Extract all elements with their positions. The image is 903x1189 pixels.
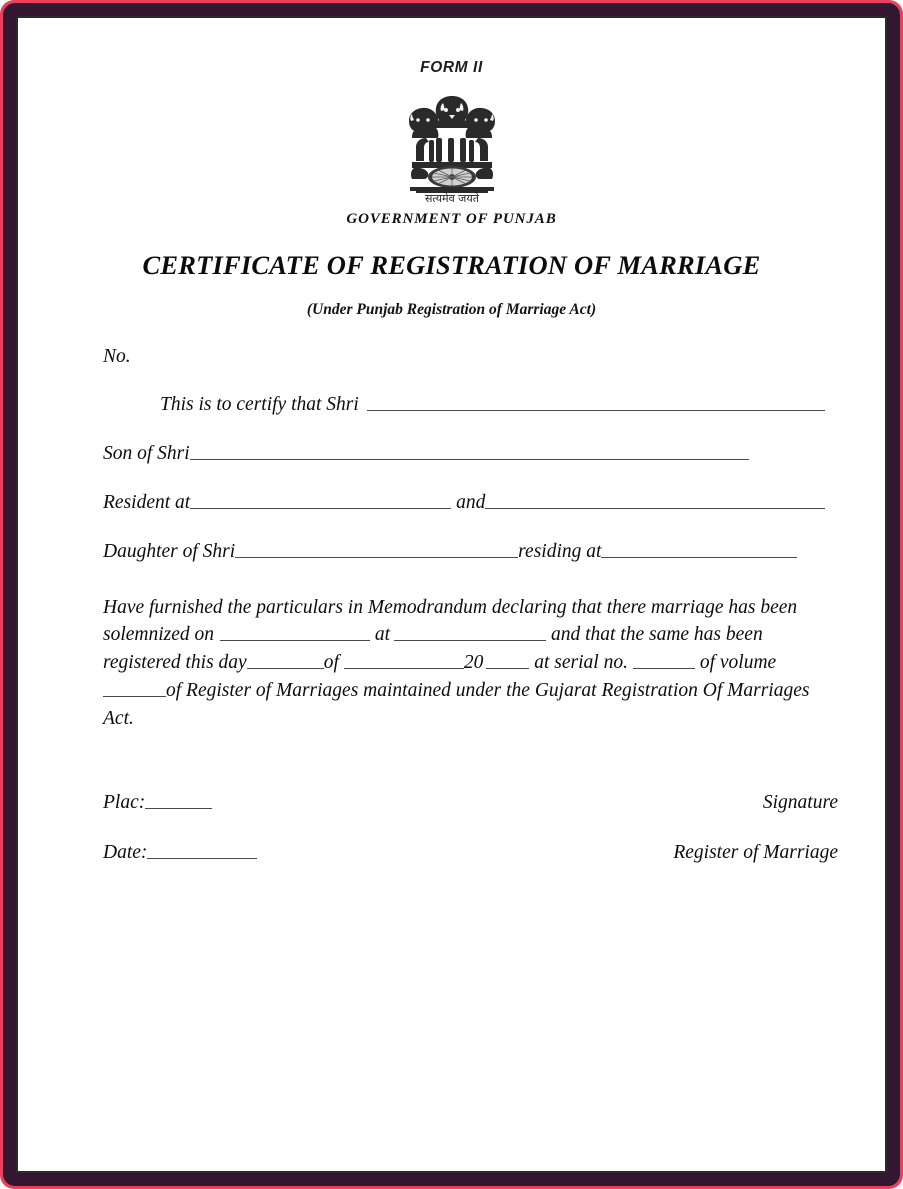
input-solemnized-place[interactable] <box>394 623 546 642</box>
label-and: and <box>456 491 486 513</box>
label-resident-at: Resident at <box>103 491 191 513</box>
input-wife-father-name[interactable] <box>235 539 518 558</box>
label-year-prefix: 20 <box>463 652 484 674</box>
input-wife-residence[interactable] <box>485 490 825 509</box>
label-date: Date: <box>103 842 148 864</box>
input-husband-father-name[interactable] <box>190 441 749 460</box>
field-row-daughter <box>103 539 838 563</box>
page-border-rule <box>16 16 887 1173</box>
declaration-paragraph <box>103 594 841 732</box>
label-residing-at: residing at <box>518 540 602 562</box>
input-registered-day[interactable] <box>247 650 324 669</box>
field-row-number <box>103 346 838 368</box>
declaration-line-3 <box>103 649 841 677</box>
label-of-month: of <box>323 652 339 674</box>
registrar-label: Register of Marriage <box>673 842 838 864</box>
footer-row-place <box>103 790 838 814</box>
declaration-line-4 <box>103 677 841 705</box>
government-name: GOVERNMENT OF PUNJAB <box>346 211 557 227</box>
input-solemnized-date[interactable] <box>220 623 370 642</box>
form-number: FORM II <box>420 59 483 76</box>
label-solemnized-on: solemnized on <box>103 624 215 646</box>
page-border-inner <box>3 3 900 1186</box>
input-place[interactable] <box>145 790 212 809</box>
declaration-line-5: Act. <box>103 707 134 729</box>
input-date[interactable] <box>147 840 257 859</box>
certificate-title: CERTIFICATE OF REGISTRATION OF MARRIAGE <box>142 250 761 280</box>
certificate-sheet <box>18 18 885 1171</box>
label-place: Plac: <box>103 792 146 814</box>
certificate-body <box>103 346 838 864</box>
field-row-resident <box>103 490 838 514</box>
label-registered-this-day: registered this day <box>103 652 247 674</box>
label-of-volume: of volume <box>699 652 777 674</box>
input-volume-number[interactable] <box>103 678 166 697</box>
label-certify: This is to certify that Shri <box>160 393 359 415</box>
input-registered-year[interactable] <box>486 650 529 669</box>
certificate-subtitle: (Under Punjab Registration of Marriage Act) <box>306 301 597 318</box>
declaration-line-2 <box>103 621 841 649</box>
declaration-line-1: Have furnished the particulars in Memodrandum declaring that there marriage has been <box>103 596 798 618</box>
label-register-act: of Register of Marriages maintained under the Gujarat Registration Of Marriages <box>166 679 810 701</box>
input-registered-month[interactable] <box>344 650 464 669</box>
input-husband-name[interactable] <box>367 392 825 411</box>
footer-row-date <box>103 840 838 864</box>
emblem-motto-text: सत्यमेव जयते <box>424 192 479 204</box>
input-serial-number[interactable] <box>633 650 695 669</box>
label-no: No. <box>103 346 131 367</box>
input-husband-residence[interactable] <box>190 490 451 509</box>
label-daughter-of: Daughter of Shri <box>103 540 236 562</box>
national-emblem-of-india-icon <box>396 88 508 204</box>
emblem-container <box>18 88 885 204</box>
place-field <box>103 790 212 814</box>
field-row-son <box>103 441 838 465</box>
certificate-footer <box>103 790 838 864</box>
input-wife-residing-at[interactable] <box>601 539 797 558</box>
label-at: at <box>374 624 391 646</box>
date-field <box>103 840 257 864</box>
label-son-of: Son of Shri <box>103 442 190 464</box>
signature-label: Signature <box>762 792 838 814</box>
label-at-serial-no: at serial no. <box>534 652 628 674</box>
label-same-has-been: and that the same has been <box>550 624 763 646</box>
field-row-certify <box>103 392 838 416</box>
